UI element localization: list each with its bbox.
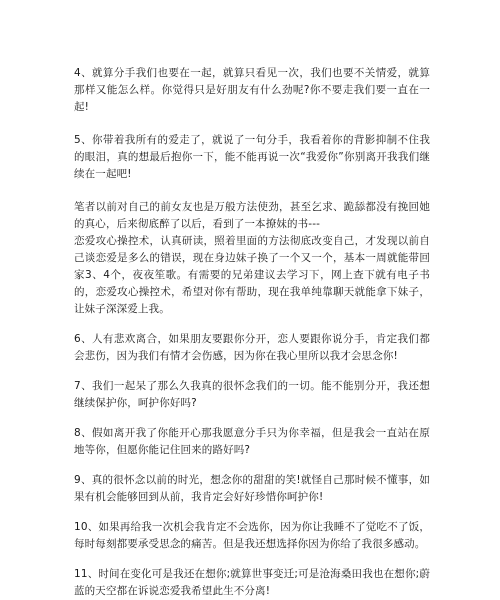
paragraph-6: 6、人有悲欢离合，如果朋友要跟你分开，恋人要跟你说分手，肯定我们都会悲伤，因为我们有情才会伤感，因为你在我心里所以我才会思念你! xyxy=(74,333,430,362)
paragraph-10: 10、如果再给我一次机会我肯定不会选你，因为你让我睡不了觉吃不了饭，每时每刻都要承受思念的痛苦。但是我还想选择你因为你给了我很多感动。 xyxy=(74,521,430,550)
paragraph-5: 5、你带着我所有的爱走了，就说了一句分手，我看着你的背影抑制不住我的眼泪，真的想最后抱你一下，能不能再说一次“我爱你”你别离开我我们继续在一起吧! xyxy=(74,134,430,180)
paragraph-7: 7、我们一起呆了那么久我真的很怀念我们的一切。能不能别分开，我还想继续保护你，呵护你好吗? xyxy=(74,380,430,409)
promo-paragraph: 笔者以前对自己的前女友也是万般方法使劲，甚至乞求、跪舔都没有挽回她的真心，后来彻底醉了以后，看到了一本撩妹的书--- 恋爱攻心操控术，认真研读，照着里面的方法彻底改变自己，才发现以前自己谈恋爱是多么的错误，现在身边妹子换了一个又一个，基本一周就能带回家3、4个，夜夜笙歌。有需要的兄弟建议去学习下，网上查下就有电子书的，恋爱攻心操控术，希望对你有帮助，现在我单纯靠聊天就能拿下妹子，让妹子深深爱上我。 xyxy=(74,201,430,315)
paragraph-8: 8、假如离开我了你能开心那我愿意分手只为你幸福，但是我会一直站在原地等你，但愿你能记住回来的路好吗? xyxy=(74,427,430,456)
paragraph-4: 4、就算分手我们也要在一起，就算只看见一次，我们也要不关情爱，就算那样又能怎么样。你觉得只是好朋友有什么劲呢?你不要走我们要一直在一起! xyxy=(74,67,430,113)
paragraph-11: 11、时间在变化可是我还在想你;就算世事变迁;可是沧海桑田我也在想你;蔚蓝的天空都在诉说恋爱我希望此生不分离! xyxy=(74,568,430,597)
paragraph-9: 9、真的很怀念以前的时光，想念你的甜甜的笑!就怪自己那时候不懂事，如果有机会能够回到从前，我肯定会好好珍惜你呵护你! xyxy=(74,474,430,503)
top-margin xyxy=(74,6,430,65)
